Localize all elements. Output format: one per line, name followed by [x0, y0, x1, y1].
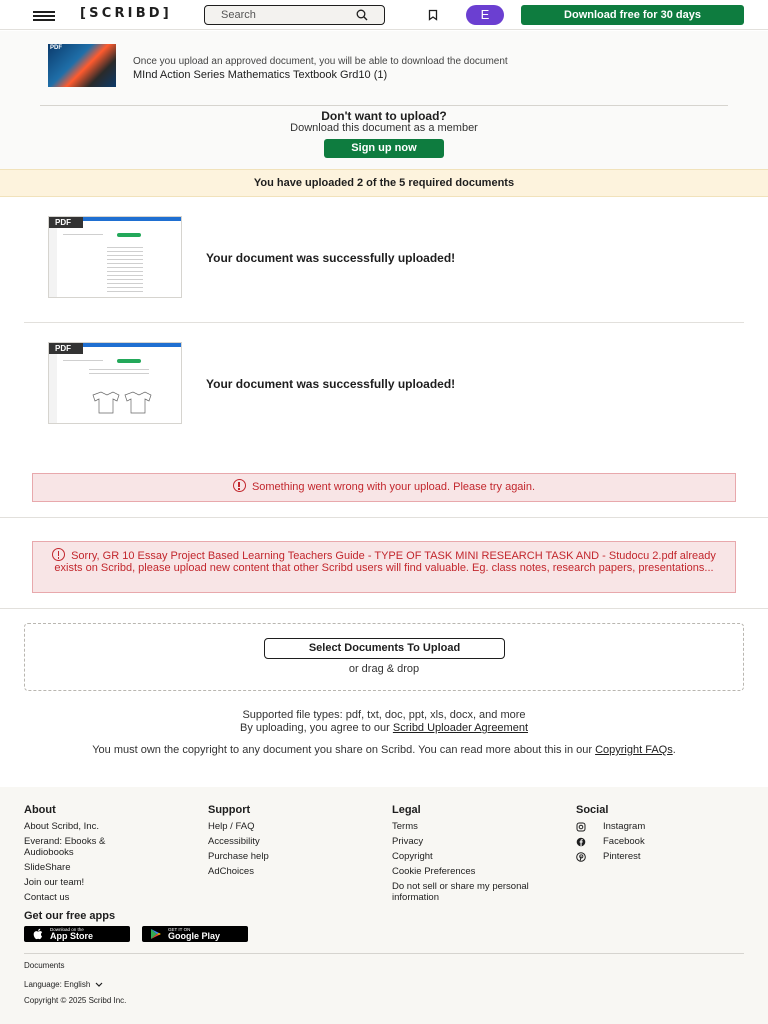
facebook-icon: [576, 837, 586, 847]
google-play-icon: [150, 928, 162, 940]
search-icon[interactable]: [356, 9, 368, 21]
select-documents-button[interactable]: Select Documents To Upload: [264, 638, 505, 659]
duplicate-document-alert: [32, 541, 736, 593]
error-message: Sorry, GR 10 Essay Project Based Learning Teachers Guide - TYPE OF TASK MINI RESEARCH TASK AND - Studocu 2.pdf already exists on Scribd, please upload new content that other Scribd users will find valuable. Eg. class notes, research papers, presentations...: [54, 550, 716, 574]
instagram-link[interactable]: Instagram: [576, 821, 746, 832]
uploader-agreement-link[interactable]: Scribd Uploader Agreement: [392, 722, 529, 734]
upload-progress-banner: You have uploaded 2 of the 5 required documents: [0, 169, 768, 197]
shirt-sketch-image: [89, 391, 153, 415]
pdf-tag: PDF: [50, 45, 62, 51]
member-subtext: Download this document as a member: [290, 122, 478, 134]
avatar[interactable]: E: [466, 5, 504, 25]
top-header: [0, 0, 768, 30]
app-store-text: App Store: [50, 931, 94, 941]
pinterest-icon: [576, 852, 586, 862]
alert-icon: [233, 479, 246, 492]
uploaded-document-row: [0, 197, 768, 323]
uploaded-document-row: [0, 323, 768, 447]
footer-heading: About: [24, 804, 56, 816]
menu-icon[interactable]: [33, 11, 55, 20]
uploader-agreement-note: By uploading, you agree to our Scribd Uploader Agreement: [239, 722, 529, 734]
copyright-text: Copyright © 2025 Scribd Inc.: [24, 996, 127, 1005]
document-info-section: [0, 31, 768, 169]
search-input[interactable]: [221, 9, 341, 21]
instagram-icon: [576, 822, 586, 832]
footer-column-about: [24, 804, 194, 907]
drag-drop-hint: or drag & drop: [348, 663, 420, 675]
bookmark-icon[interactable]: [427, 9, 439, 21]
footer-column-support: [208, 804, 378, 881]
footer-column-social: [576, 804, 746, 866]
document-title: MInd Action Series Mathematics Textbook Grd10 (1): [133, 69, 388, 81]
footer-link[interactable]: Copyright: [392, 851, 433, 862]
divider: [0, 517, 768, 518]
facebook-link[interactable]: Facebook: [576, 836, 746, 847]
footer-link[interactable]: Join our team!: [24, 877, 85, 888]
footer-link[interactable]: Contact us: [24, 892, 70, 903]
site-footer: [0, 787, 768, 1024]
footer-link[interactable]: Help / FAQ: [208, 821, 255, 832]
app-store-badge[interactable]: [24, 926, 130, 942]
footer-link[interactable]: About Scribd, Inc.: [24, 821, 99, 832]
footer-link[interactable]: Accessibility: [208, 836, 260, 847]
google-play-text: Google Play: [168, 931, 221, 941]
upload-error-alert: [32, 473, 736, 502]
copyright-note: You must own the copyright to any document you share on Scribd. You can read more about this in our Copyright FAQs.: [92, 744, 676, 756]
google-play-badge[interactable]: [142, 926, 248, 942]
footer-link[interactable]: SlideShare: [24, 862, 71, 873]
document-cover-thumbnail: [48, 44, 116, 87]
divider: [40, 105, 728, 106]
footer-link[interactable]: Cookie Preferences: [392, 866, 476, 877]
apple-icon: [33, 928, 44, 940]
supported-file-types: Supported file types: pdf, txt, doc, ppt, xls, docx, and more: [242, 709, 526, 721]
footer-link[interactable]: Privacy: [392, 836, 424, 847]
member-heading: Don't want to upload?: [321, 109, 447, 123]
chevron-down-icon: [95, 982, 103, 987]
footer-link[interactable]: Terms: [392, 821, 418, 832]
alert-icon: [52, 548, 65, 561]
footer-link[interactable]: Purchase help: [208, 851, 269, 862]
footer-link[interactable]: AdChoices: [208, 866, 254, 877]
error-message: Something went wrong with your upload. Please try again.: [251, 481, 536, 493]
upload-success-message: Your document was successfully uploaded!: [206, 377, 456, 391]
footer-heading: Support: [208, 804, 251, 816]
upload-success-message: Your document was successfully uploaded!: [206, 251, 456, 265]
footer-link[interactable]: Everand: Ebooks & Audiobooks: [24, 836, 106, 858]
apps-heading: Get our free apps: [24, 910, 116, 922]
download-free-button[interactable]: Download free for 30 days: [521, 5, 744, 25]
language-selector[interactable]: Language: English: [24, 980, 103, 989]
documents-link[interactable]: Documents: [24, 961, 65, 970]
copyright-faqs-link[interactable]: Copyright FAQs: [595, 744, 673, 756]
google-play-small-text: GET IT ON: [168, 927, 191, 932]
search-box[interactable]: [204, 5, 385, 25]
divider: [24, 953, 744, 954]
pdf-badge: PDF: [49, 217, 83, 228]
pinterest-link[interactable]: Pinterest: [576, 851, 746, 862]
uploaded-document-thumbnail: [48, 216, 182, 298]
scribd-logo[interactable]: [SCRIBD]: [80, 6, 172, 21]
footer-heading: Social: [576, 804, 609, 816]
footer-column-legal: [392, 804, 562, 907]
sign-up-button[interactable]: Sign up now: [324, 139, 444, 158]
footer-link[interactable]: Do not sell or share my personal information: [392, 881, 529, 903]
upload-note: Once you upload an approved document, you will be able to download the document: [133, 56, 508, 67]
divider: [0, 608, 768, 609]
footer-heading: Legal: [392, 804, 421, 816]
pdf-badge: PDF: [49, 343, 83, 354]
uploaded-document-thumbnail: [48, 342, 182, 424]
app-store-small-text: Download on the: [50, 927, 84, 932]
